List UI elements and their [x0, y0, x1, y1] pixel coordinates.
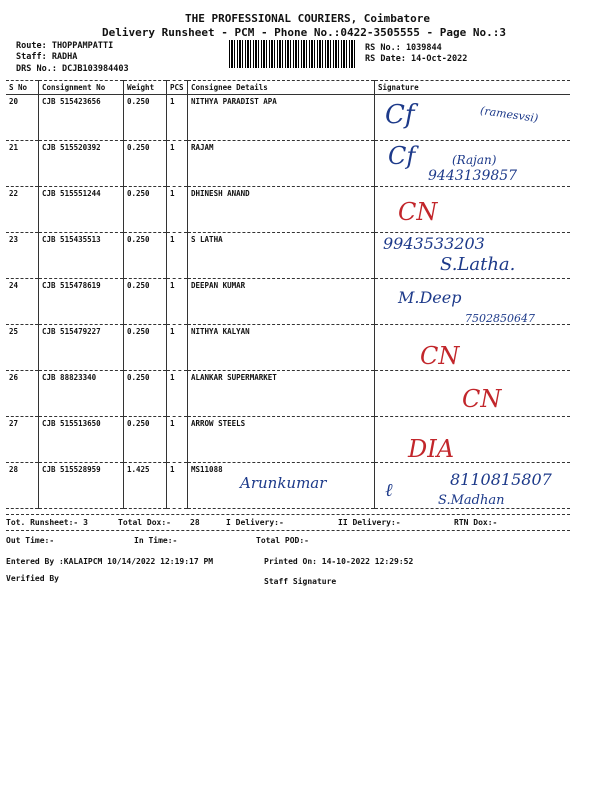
cell-consignee: MS11088 — [188, 463, 375, 509]
in-time: In Time:- — [134, 536, 178, 545]
handwriting-r20: (ramesvsi) — [479, 104, 539, 125]
signature-mark: Cf — [388, 142, 416, 170]
table-row — [6, 325, 570, 371]
cell-consignee: RAJAM — [188, 141, 375, 187]
handwriting-r27: DIA — [408, 435, 455, 463]
barcode — [229, 40, 357, 68]
cell-pcs: 1 — [167, 141, 188, 187]
table-row — [6, 187, 570, 233]
cell-weight: 1.425 — [124, 463, 167, 509]
cell-sno: 26 — [6, 371, 39, 417]
divider — [6, 530, 570, 531]
cell-consignee: NITHYA PARADIST APA — [188, 95, 375, 141]
cell-pcs: 1 — [167, 417, 188, 463]
cell-sno: 28 — [6, 463, 39, 509]
cell-pcs: 1 — [167, 279, 188, 325]
cell-consignment: CJB 515423656 — [39, 95, 124, 141]
handwriting-r22: CN — [398, 198, 438, 226]
cell-sno: 23 — [6, 233, 39, 279]
cell-consignee: DHINESH ANAND — [188, 187, 375, 233]
table-header-row — [6, 81, 570, 95]
cell-consignment: CJB 515520392 — [39, 141, 124, 187]
rtn-dox: RTN Dox:- — [454, 518, 498, 527]
handwriting-r23b: S.Latha. — [440, 254, 516, 275]
staff-signature: Staff Signature — [264, 577, 337, 586]
col-consignment: Consignment No — [39, 81, 124, 95]
rs-date: RS Date: 14-Oct-2022 — [365, 54, 468, 64]
cell-consignee: ARROW STEELS — [188, 417, 375, 463]
cell-consignee: NITHYA KALYAN — [188, 325, 375, 371]
tot-runsheet: Tot. Runsheet:- 3 — [6, 518, 88, 527]
handwriting-r28a: Arunkumar — [240, 474, 327, 492]
drs-number: DRS No.: DCJB103984403 — [16, 64, 129, 74]
cell-consignment: CJB 515528959 — [39, 463, 124, 509]
handwriting-r24a: M.Deep — [398, 288, 462, 307]
cell-consignee: S LATHA — [188, 233, 375, 279]
cell-consignment: CJB 88823340 — [39, 371, 124, 417]
cell-consignment: CJB 515479227 — [39, 325, 124, 371]
cell-consignee: DEEPAN KUMAR — [188, 279, 375, 325]
total-pod: Total POD:- — [256, 536, 309, 545]
cell-signature — [375, 417, 571, 463]
cell-sno: 27 — [6, 417, 39, 463]
col-sno: S No — [6, 81, 39, 95]
cell-weight: 0.250 — [124, 325, 167, 371]
signature-mark: ℓ — [385, 480, 393, 501]
handwriting-r24b: 7502850647 — [465, 312, 535, 325]
cell-pcs: 1 — [167, 463, 188, 509]
cell-weight: 0.250 — [124, 95, 167, 141]
cell-weight: 0.250 — [124, 141, 167, 187]
cell-consignment: CJB 515551244 — [39, 187, 124, 233]
cell-weight: 0.250 — [124, 417, 167, 463]
runsheet-table — [6, 80, 570, 509]
cell-pcs: 1 — [167, 187, 188, 233]
route-label: Route: THOPPAMPATTI — [16, 41, 114, 51]
cell-pcs: 1 — [167, 371, 188, 417]
company-title: THE PROFESSIONAL COURIERS, Coimbatore — [185, 12, 431, 25]
cell-sno: 24 — [6, 279, 39, 325]
table-row — [6, 417, 570, 463]
col-signature: Signature — [378, 83, 419, 92]
cell-consignment: CJB 515478619 — [39, 279, 124, 325]
cell-consignee: ALANKAR SUPERMARKET — [188, 371, 375, 417]
handwriting-r28b: 8110815807 — [450, 470, 552, 489]
verified-by: Verified By — [6, 574, 59, 583]
staff-label: Staff: RADHA — [16, 52, 78, 62]
cell-pcs: 1 — [167, 325, 188, 371]
total-dox-label: Total Dox:- — [118, 518, 171, 527]
entered-by: Entered By :KALAIPCM 10/14/2022 12:19:17 PM — [6, 557, 214, 566]
handwriting-r23a: 9943533203 — [383, 234, 485, 253]
i-delivery: I Delivery:- — [226, 518, 284, 527]
handwriting-r28c: S.Madhan — [438, 493, 505, 508]
handwriting-r25: CN — [420, 342, 460, 370]
cell-pcs: 1 — [167, 95, 188, 141]
handwriting-r26: CN — [462, 385, 502, 413]
handwriting-r21b: 9443139857 — [428, 168, 518, 184]
cell-weight: 0.250 — [124, 371, 167, 417]
cell-weight: 0.250 — [124, 279, 167, 325]
rs-number: RS No.: 1039844 — [365, 43, 442, 53]
col-pcs: PCS — [167, 81, 188, 95]
cell-sno: 22 — [6, 187, 39, 233]
cell-consignment: CJB 515435513 — [39, 233, 124, 279]
printed-on: Printed On: 14-10-2022 12:29:52 — [264, 557, 414, 566]
cell-pcs: 1 — [167, 233, 188, 279]
handwriting-r21a: (Rajan) — [452, 153, 497, 167]
cell-sno: 25 — [6, 325, 39, 371]
ii-delivery: II Delivery:- — [338, 518, 401, 527]
runsheet-title: Delivery Runsheet - PCM - Phone No.:0422-3505555 - Page No.:3 — [102, 26, 506, 39]
divider — [6, 514, 570, 515]
cell-sno: 21 — [6, 141, 39, 187]
out-time: Out Time:- — [6, 536, 55, 545]
cell-sno: 20 — [6, 95, 39, 141]
total-dox-value: 28 — [190, 518, 200, 527]
col-weight: Weight — [124, 81, 167, 95]
cell-consignment: CJB 515513650 — [39, 417, 124, 463]
signature-mark: Cf — [385, 100, 415, 130]
col-consignee: Consignee Details — [188, 81, 375, 95]
cell-signature — [375, 325, 571, 371]
cell-weight: 0.250 — [124, 233, 167, 279]
cell-weight: 0.250 — [124, 187, 167, 233]
